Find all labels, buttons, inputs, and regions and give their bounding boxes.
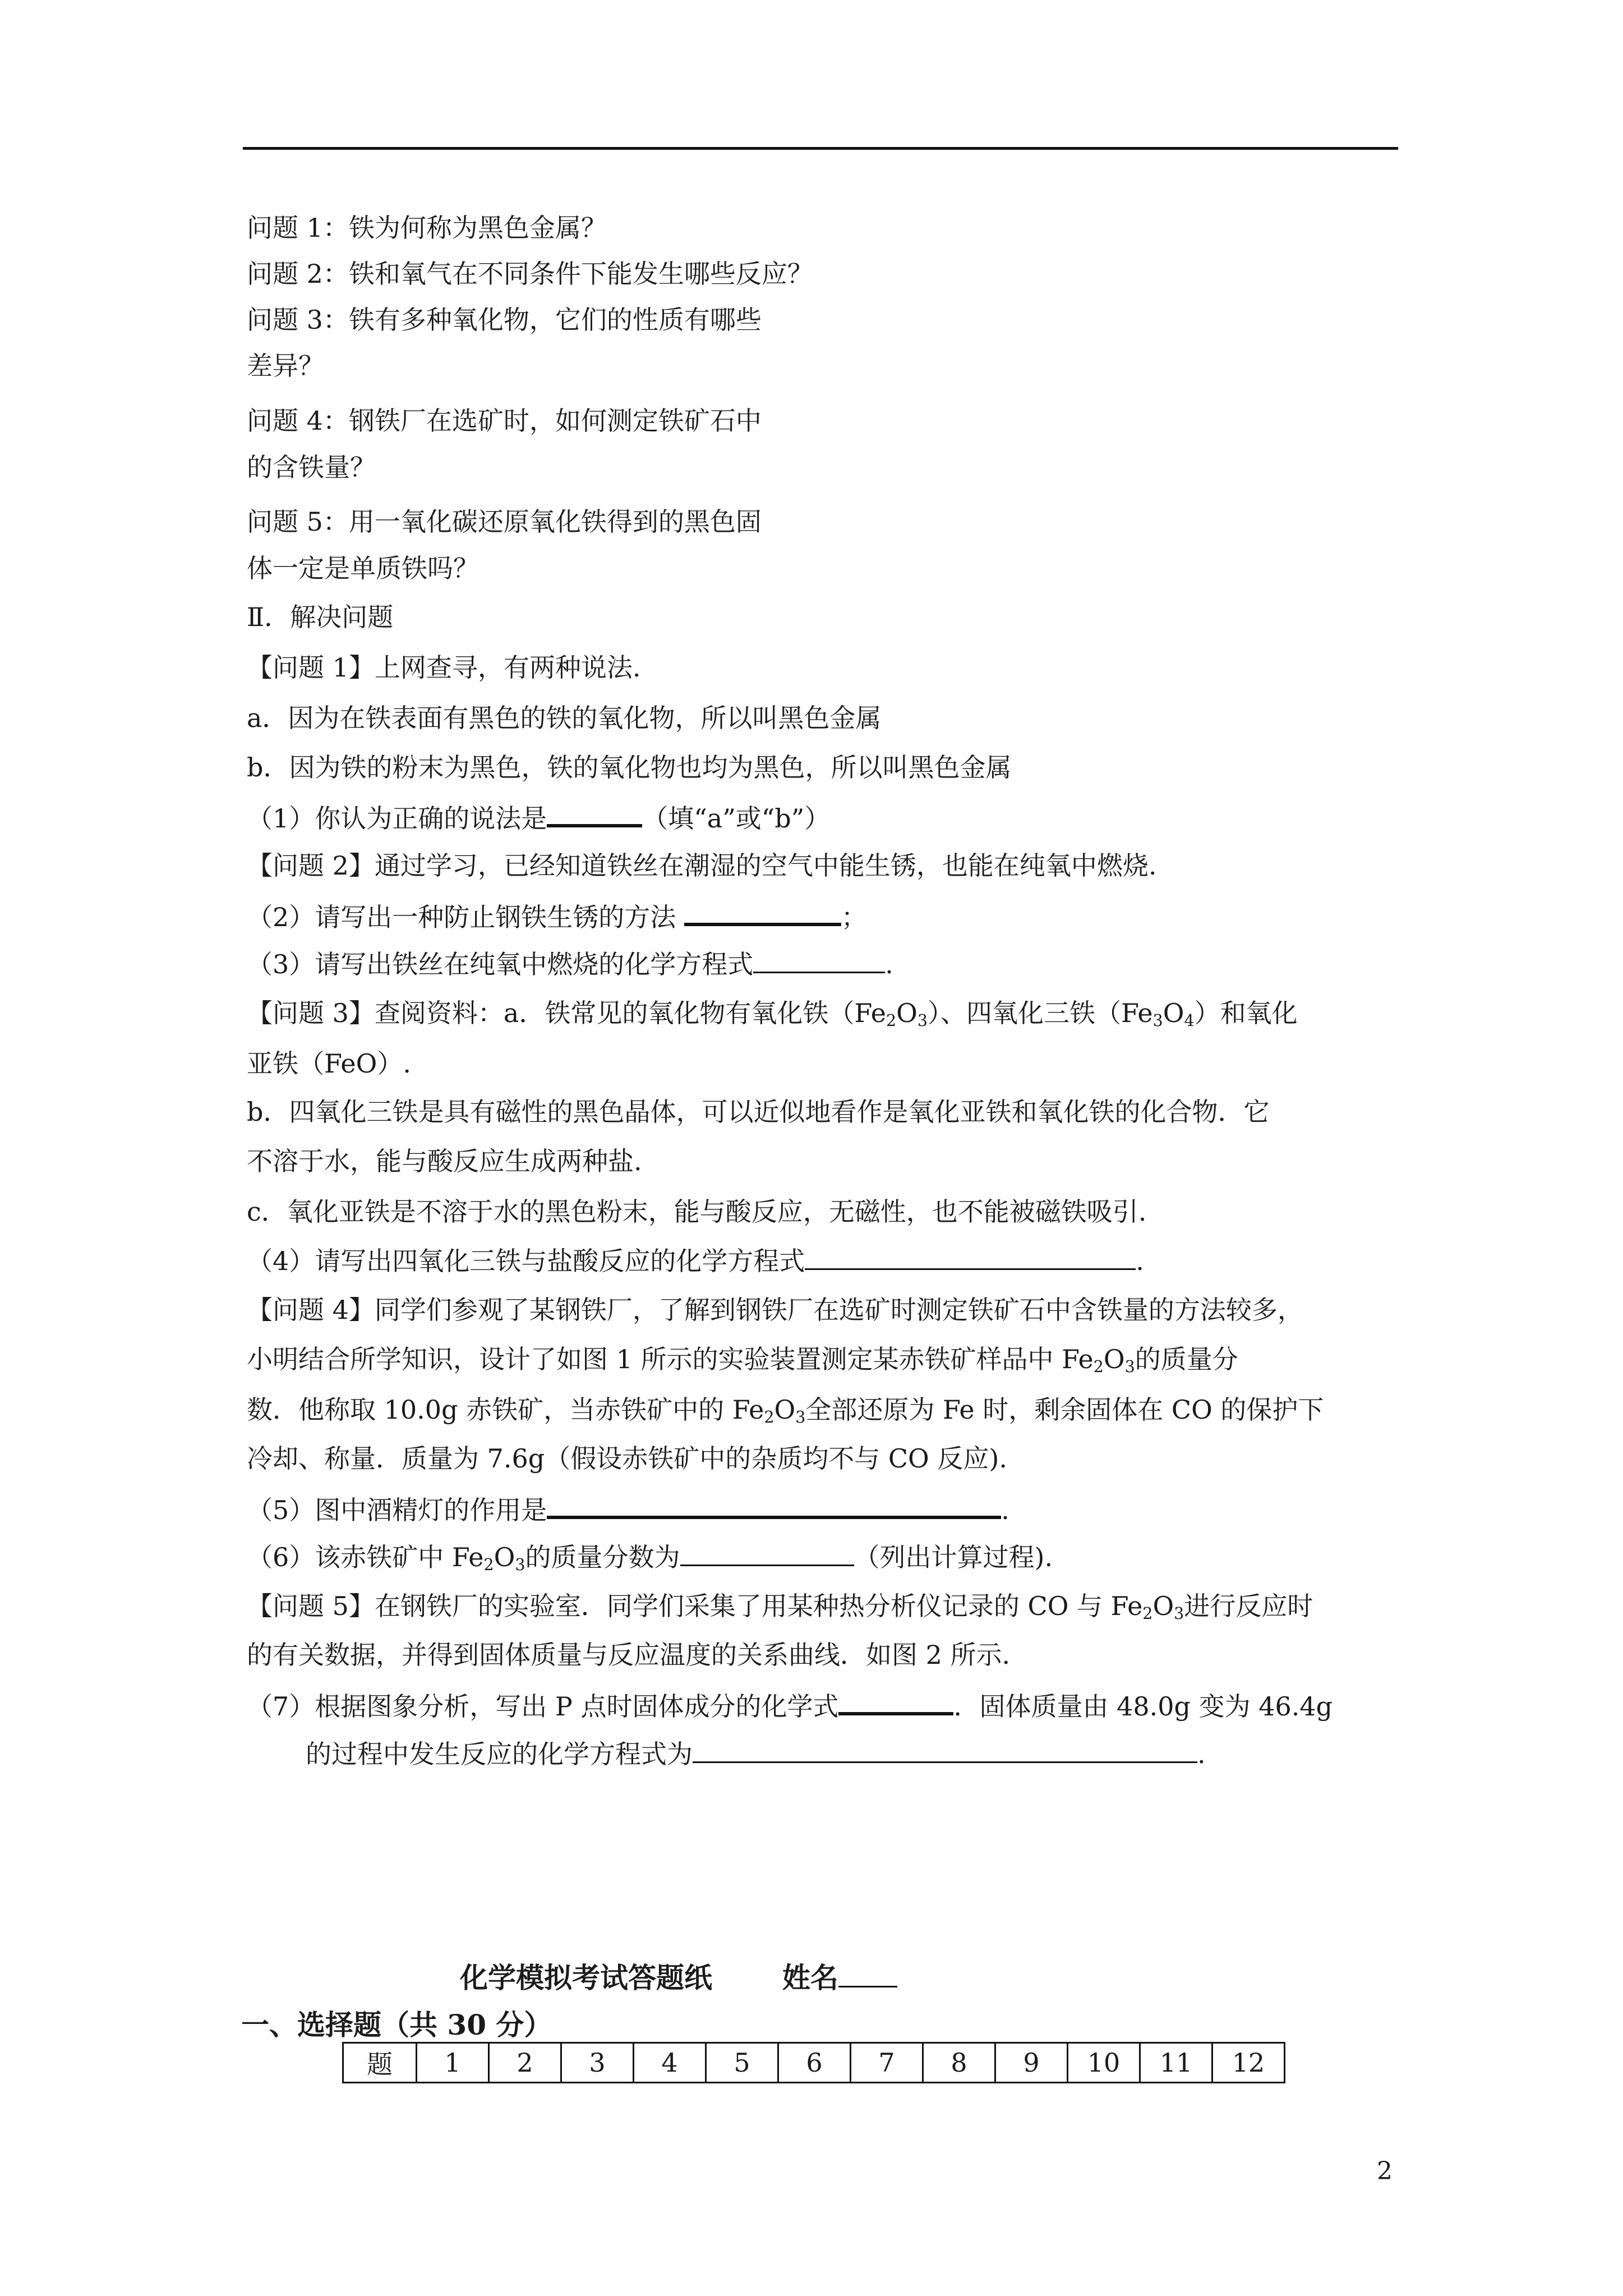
answer-blank-3[interactable] xyxy=(753,947,885,973)
problem-4-line2-end: 的质量分 xyxy=(1135,1344,1238,1374)
answer-cell-number: 3 xyxy=(561,2043,634,2083)
problem-3-o-b: O xyxy=(1163,998,1184,1028)
subquestion-5-punct: . xyxy=(1001,1495,1009,1525)
subquestion-2-prompt: （2）请写出一种防止钢铁生锈的方法 xyxy=(247,902,676,932)
subscript: 2 xyxy=(1093,1358,1104,1377)
subquestion-1 xyxy=(247,799,830,835)
question-5-line1: 问题 5：用一氧化碳还原氧化铁得到的黑色固 xyxy=(247,507,762,537)
answer-table-header-row xyxy=(343,2043,1285,2083)
subscript: 3 xyxy=(1174,1604,1184,1623)
answer-cell-number: 11 xyxy=(1140,2043,1212,2083)
answer-blank-2[interactable] xyxy=(684,898,841,926)
answer-cell-number: 12 xyxy=(1212,2043,1285,2083)
question-5-line2: 体一定是单质铁吗？ xyxy=(247,553,479,583)
problem-5-line1-text: 【问题 5】在钢铁厂的实验室．同学们采集了用某种热分析仪记录的 CO 与 Fe xyxy=(247,1591,1143,1621)
problem-3-text-a: 【问题 3】查阅资料：a．铁常见的氧化物有氧化铁（Fe xyxy=(247,998,886,1028)
question-2: 问题 2：铁和氧气在不同条件下能发生哪些反应？ xyxy=(247,259,813,289)
problem-5-line2: 的有关数据，并得到固体质量与反应温度的关系曲线．如图 2 所示. xyxy=(247,1640,1011,1670)
problem-5-line1 xyxy=(247,1589,1313,1623)
subquestion-3-prompt: （3）请写出铁丝在纯氧中燃烧的化学方程式 xyxy=(247,949,754,979)
answer-cell-number: 4 xyxy=(634,2043,706,2083)
answer-cell-number: 10 xyxy=(1068,2043,1140,2083)
name-label: 姓名 xyxy=(782,1961,838,1994)
question-4-line1: 问题 4：钢铁厂在选矿时，如何测定铁矿石中 xyxy=(247,406,762,436)
subscript: 3 xyxy=(1124,1358,1135,1377)
question-1: 问题 1：铁为何称为黑色金属？ xyxy=(247,213,607,243)
answer-table-label: 题 xyxy=(343,2043,417,2083)
answer-blank-4[interactable] xyxy=(805,1244,1136,1270)
problem-4-line1: 【问题 4】同学们参观了某钢铁厂，了解到钢铁厂在选矿时测定铁矿石中含铁量的方法较多， xyxy=(247,1295,1303,1325)
subquestion-7 xyxy=(247,1687,1332,1723)
subscript: 2 xyxy=(764,1408,774,1427)
subscript: 3 xyxy=(795,1408,806,1427)
subscript: 3 xyxy=(1152,1011,1163,1030)
subquestion-7b-prompt: 的过程中发生反应的化学方程式为 xyxy=(306,1739,693,1769)
problem-4-line3-text: 数．他称取 10.0g 赤铁矿，当赤铁矿中的 Fe xyxy=(247,1395,764,1425)
problem-3-info-c: c．氧化亚铁是不溶于水的黑色粉末，能与酸反应，无磁性，也不能被磁铁吸引. xyxy=(247,1197,1147,1227)
answer-cell-number: 9 xyxy=(995,2043,1068,2083)
subscript: 2 xyxy=(483,1556,494,1575)
problem-4-line3 xyxy=(247,1393,1324,1427)
answer-blank-1[interactable] xyxy=(547,799,642,827)
problem-3-text-c: ）和氧化 xyxy=(1194,998,1298,1028)
answer-sheet-title: 化学模拟考试答题纸 xyxy=(460,1961,712,1994)
problem-3-line2: 亚铁（FeO）. xyxy=(247,1048,411,1079)
subquestion-7b xyxy=(306,1737,1206,1771)
subquestion-2 xyxy=(247,898,867,934)
problem-2-heading: 【问题 2】通过学习，已经知道铁丝在潮湿的空气中能生锈，也能在纯氧中燃烧. xyxy=(247,850,1157,881)
subquestion-4-prompt: （4）请写出四氧化三铁与盐酸反应的化学方程式 xyxy=(247,1246,805,1276)
subquestion-4 xyxy=(247,1244,1144,1278)
question-4-line2: 的含铁量？ xyxy=(247,452,376,482)
subquestion-1-hint: （填“a”或“b”） xyxy=(642,803,831,834)
answer-blank-8[interactable] xyxy=(693,1737,1197,1763)
subquestion-6-prompt: （6）该赤铁矿中 Fe xyxy=(247,1542,484,1572)
answer-sheet-heading xyxy=(460,1955,897,1996)
question-3-line1: 问题 3：铁有多种氧化物，它们的性质有哪些 xyxy=(247,305,762,335)
page-number: 2 xyxy=(1377,2157,1393,2185)
subquestion-1-prompt: （1）你认为正确的说法是 xyxy=(247,803,547,834)
answer-cell-number: 2 xyxy=(489,2043,561,2083)
subscript: 3 xyxy=(917,1011,928,1030)
answer-cell-number: 1 xyxy=(417,2043,489,2083)
problem-1-option-a: a．因为在铁表面有黑色的铁的氧化物，所以叫黑色金属 xyxy=(247,703,882,733)
subscript: 2 xyxy=(886,1011,897,1030)
subquestion-7-text: ．固体质量由 48.0g 变为 46.4g xyxy=(953,1691,1333,1722)
formula-o: O xyxy=(774,1395,796,1425)
subquestion-6-hint: （列出计算过程). xyxy=(854,1542,1053,1572)
answer-cell-number: 6 xyxy=(778,2043,851,2083)
subquestion-3 xyxy=(247,947,893,981)
problem-3-text-b: ）、四氧化三铁（Fe xyxy=(927,998,1153,1028)
answer-cell-number: 8 xyxy=(923,2043,995,2083)
subquestion-2-punct: ； xyxy=(841,902,867,932)
problem-4-line2-text: 小明结合所学知识，设计了如图 1 所示的实验装置测定某赤铁矿样品中 Fe xyxy=(247,1344,1094,1374)
name-field[interactable] xyxy=(838,1963,897,1987)
section-1-title: 一、选择题（共 30 分） xyxy=(241,2008,552,2041)
subscript: 2 xyxy=(1142,1604,1153,1623)
problem-1-heading: 【问题 1】上网查寻，有两种说法. xyxy=(247,652,641,683)
header-rule xyxy=(243,147,1398,150)
subquestion-5 xyxy=(247,1491,1009,1527)
answer-cell-number: 7 xyxy=(851,2043,923,2083)
subquestion-4-punct: . xyxy=(1136,1246,1144,1276)
problem-4-line3-end: 全部还原为 Fe 时，剩余固体在 CO 的保护下 xyxy=(805,1395,1324,1425)
question-3-line2: 差异？ xyxy=(247,351,324,381)
problem-5-line1-end: 进行反应时 xyxy=(1184,1591,1313,1621)
answer-table xyxy=(342,2042,1285,2083)
subscript: 4 xyxy=(1184,1011,1195,1030)
problem-3-o: O xyxy=(896,998,917,1028)
subquestion-6-mid: 的质量分数为 xyxy=(525,1542,680,1572)
problem-3-heading xyxy=(247,996,1298,1030)
subquestion-7b-punct: . xyxy=(1197,1739,1206,1769)
subscript: 3 xyxy=(515,1556,525,1575)
answer-cell-number: 5 xyxy=(706,2043,778,2083)
subquestion-5-prompt: （5）图中酒精灯的作用是 xyxy=(247,1495,547,1525)
answer-blank-7[interactable] xyxy=(838,1687,953,1715)
answer-blank-6[interactable] xyxy=(680,1540,854,1566)
section-2-title: Ⅱ．解决问题 xyxy=(247,602,394,632)
formula-o: O xyxy=(494,1542,515,1572)
problem-4-line4: 冷却、称量．质量为 7.6g（假设赤铁矿中的杂质均不与 CO 反应). xyxy=(247,1443,1007,1474)
problem-4-line2 xyxy=(247,1342,1238,1376)
answer-blank-5[interactable] xyxy=(547,1491,1001,1519)
formula-o: O xyxy=(1152,1591,1174,1621)
problem-1-option-b: b．因为铁的粉末为黑色，铁的氧化物也均为黑色，所以叫黑色金属 xyxy=(247,752,1012,783)
subquestion-6 xyxy=(247,1540,1053,1574)
problem-3-info-b1: b．四氧化三铁是具有磁性的黑色晶体，可以近似地看作是氧化亚铁和氧化铁的化合物．它 xyxy=(247,1097,1270,1127)
subquestion-3-punct: . xyxy=(885,949,893,979)
formula-o: O xyxy=(1103,1344,1125,1374)
subquestion-7-prompt: （7）根据图象分析，写出 P 点时固体成分的化学式 xyxy=(247,1691,839,1722)
problem-3-info-b2: 不溶于水，能与酸反应生成两种盐. xyxy=(247,1146,642,1176)
